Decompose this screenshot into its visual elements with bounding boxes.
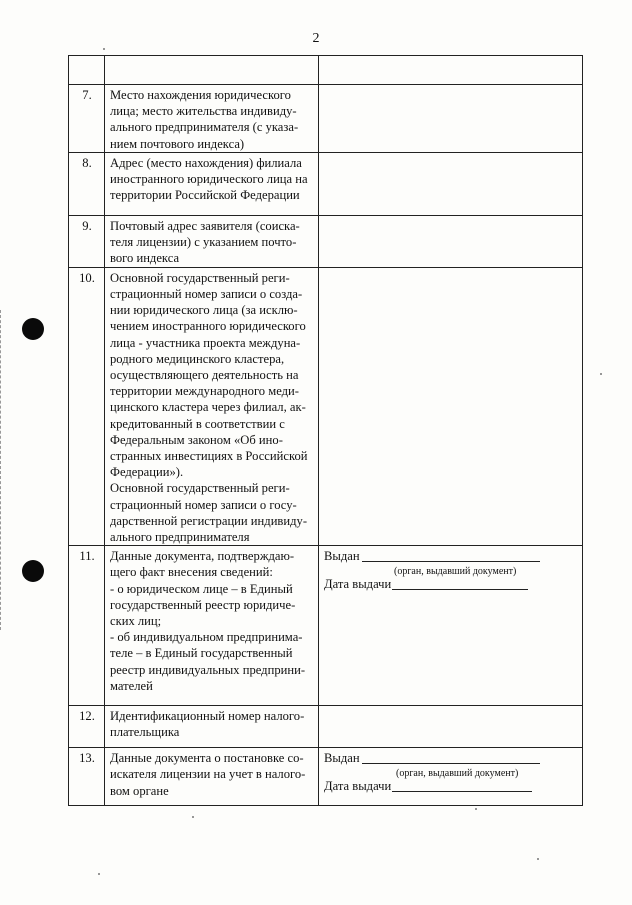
issuer-caption: (орган, выдавший документ) [396, 768, 519, 780]
row-label: Основной государственный реги- страционный номер записи о созда- нии юридического лица (за исклю- чением иностранного юридического лица - участника проекта междуна- родного медицинского кластера, осуществляющего деятельность на территории международного меди- цинского кластера через филиал, ак- кредитованный в соответствии с Федеральным законом «Об ино- странных инвестициях в Российской Федерации»). Основной государственный реги- страционный номер записи о госу- дарственной регистрации индивиду- ального предпринимателя [105, 267, 319, 545]
issue-date-label: Дата выдачи [324, 577, 392, 592]
row-number [69, 56, 105, 85]
row-value[interactable] [319, 267, 583, 545]
row-value[interactable] [319, 546, 583, 706]
row-label: Данные документа, подтверждаю- щего факт внесения сведений: - о юридическом лице – в Единый государственный реестр юридиче- ских лиц; - об индивидуальном предпринима- теле – в Единый государственный реестр индивидуальных предприни- мателей [105, 546, 319, 706]
issue-date-label: Дата выдачи [324, 779, 392, 794]
row-number: 11. [69, 546, 105, 706]
punch-hole [22, 318, 44, 340]
table-row [69, 85, 583, 153]
row-value[interactable] [319, 215, 583, 267]
row-number: 8. [69, 152, 105, 215]
row-number: 10. [69, 267, 105, 545]
row-value[interactable] [319, 748, 583, 806]
issued-by-line[interactable] [324, 750, 578, 780]
table-row [69, 152, 583, 215]
row-label: Место нахождения юридического лица; место жительства индивиду- ального предпринимателя (с указа- нием почтового индекса) [105, 85, 319, 153]
issued-label: Выдан [324, 549, 360, 564]
issue-date-line[interactable] [324, 778, 578, 794]
table-row [69, 56, 583, 85]
issued-by-line[interactable] [324, 548, 578, 578]
row-value[interactable] [319, 56, 583, 85]
punch-hole [22, 560, 44, 582]
row-number: 12. [69, 706, 105, 748]
row-number: 9. [69, 215, 105, 267]
table-row [69, 706, 583, 748]
issuer-caption: (орган, выдавший документ) [394, 566, 517, 578]
issued-label: Выдан [324, 751, 360, 766]
row-label: Идентификационный номер налого- плательщика [105, 706, 319, 748]
row-number: 13. [69, 748, 105, 806]
binding-edge [0, 310, 4, 630]
row-label: Почтовый адрес заявителя (соиска- теля лицензии) с указанием почто- вого индекса [105, 215, 319, 267]
row-label: Данные документа о постановке со- искателя лицензии на учет в налого- вом органе [105, 748, 319, 806]
row-label [105, 56, 319, 85]
table-row [69, 215, 583, 267]
page-number: 2 [312, 31, 320, 46]
table-row [69, 546, 583, 706]
row-label: Адрес (место нахождения) филиала иностранного юридического лица на территории Российской Федерации [105, 152, 319, 215]
row-number: 7. [69, 85, 105, 153]
row-value[interactable] [319, 706, 583, 748]
row-value[interactable] [319, 85, 583, 153]
table-row [69, 267, 583, 545]
table-row [69, 748, 583, 806]
application-form-table [68, 55, 583, 806]
row-value[interactable] [319, 152, 583, 215]
issue-date-line[interactable] [324, 576, 578, 592]
